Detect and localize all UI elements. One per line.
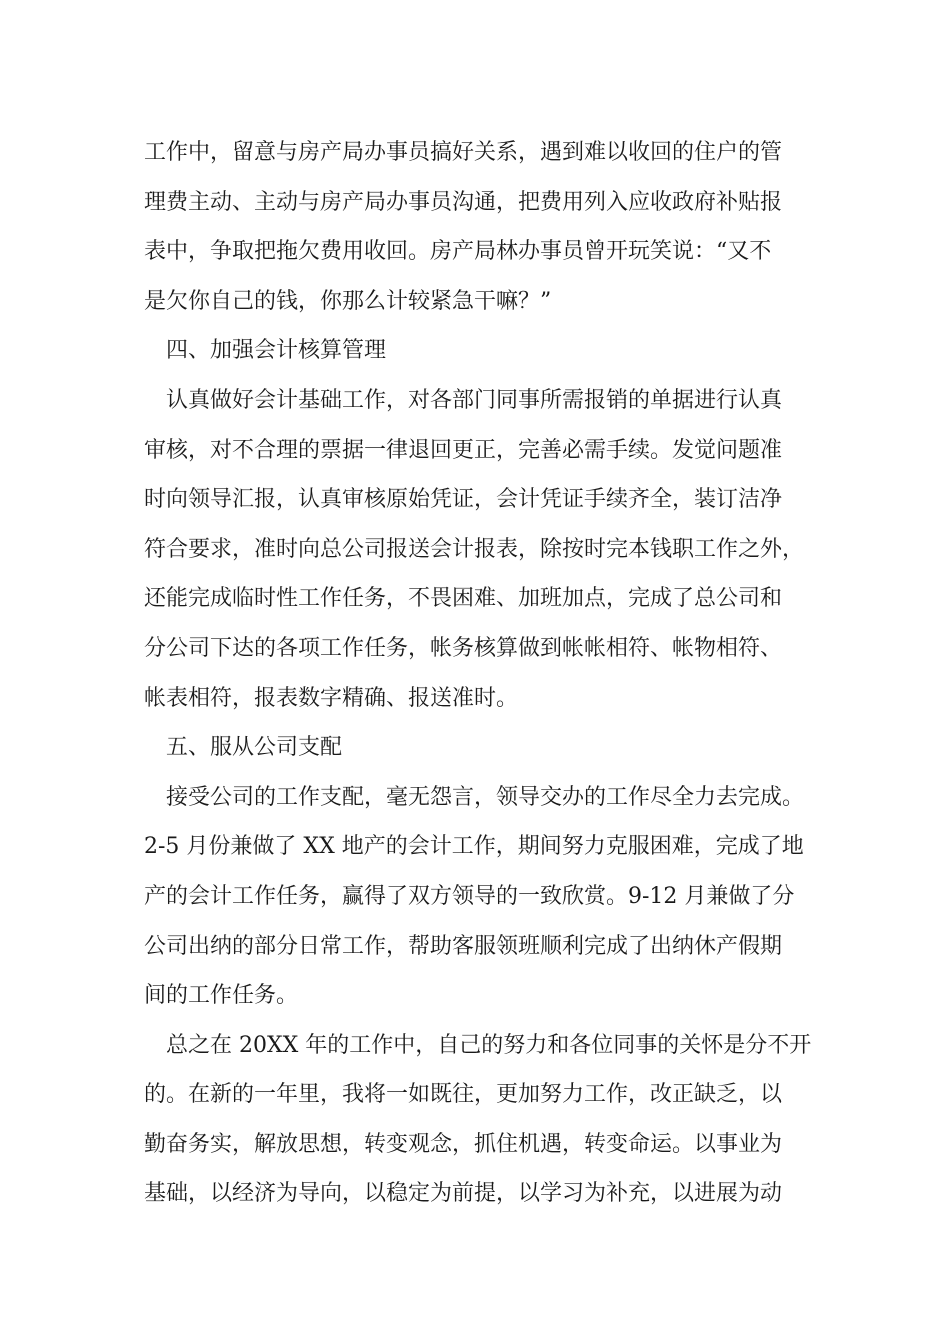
text-line: 间的工作任务。 <box>144 983 299 1009</box>
text-line: 总之在 20XX 年的工作中，自己的努力和各位同事的关怀是分不开 <box>166 1032 812 1058</box>
text-line: 公司出纳的部分日常工作，帮助客服领班顺利完成了出纳休产假期 <box>144 933 783 959</box>
section-heading-4: 四、加强会计核算管理 <box>166 338 387 364</box>
text-line: 表中，争取把拖欠费用收回。房产局林办事员曾开玩笑说：“又不 <box>144 239 772 265</box>
paragraph-summary <box>144 1021 820 1219</box>
text-line: 勤奋务实，解放思想，转变观念，抓住机遇，转变命运。以事业为 <box>144 1131 783 1157</box>
text-line: 2-5 月份兼做了 XX 地产的会计工作，期间努力克服困难，完成了地 <box>144 834 804 860</box>
text-line: 是欠你自己的钱，你那么计较紧急干嘛？” <box>144 288 552 314</box>
document-page <box>144 128 820 1219</box>
paragraph-accounting <box>144 376 820 723</box>
text-line: 基础，以经济为导向，以稳定为前提，以学习为补充，以进展为动 <box>144 1181 783 1207</box>
section-heading-5: 五、服从公司支配 <box>166 735 343 761</box>
text-line: 接受公司的工作支配，毫无怨言，领导交办的工作尽全力去完成。 <box>166 784 805 810</box>
text-line: 产的会计工作任务，赢得了双方领导的一致欣赏。9-12 月兼做了分 <box>144 883 795 909</box>
text-line: 认真做好会计基础工作，对各部门同事所需报销的单据进行认真 <box>166 387 783 413</box>
text-line: 时向领导汇报，认真审核原始凭证，会计凭证手续齐全，装订洁净 <box>144 487 783 513</box>
text-line: 的。在新的一年里，我将一如既往，更加努力工作，改正缺乏，以 <box>144 1082 783 1108</box>
text-line: 还能完成临时性工作任务，不畏困难、加班加点，完成了总公司和 <box>144 586 783 612</box>
text-line: 分公司下达的各项工作任务，帐务核算做到帐帐相符、帐物相符、 <box>144 635 783 661</box>
text-line: 符合要求，准时向总公司报送会计报表，除按时完本钱职工作之外， <box>144 536 805 562</box>
text-line: 审核，对不合理的票据一律退回更正，完善必需手续。发觉问题准 <box>144 437 783 463</box>
text-line: 工作中，留意与房产局办事员搞好关系，遇到难以收回的住户的管 <box>144 140 783 165</box>
text-line: 帐表相符，报表数字精确、报送准时。 <box>144 685 519 711</box>
paragraph-assignment <box>144 773 820 1021</box>
paragraph-closing-previous <box>144 128 820 326</box>
text-line: 理费主动、主动与房产局办事员沟通，把费用列入应收政府补贴报 <box>144 189 783 215</box>
